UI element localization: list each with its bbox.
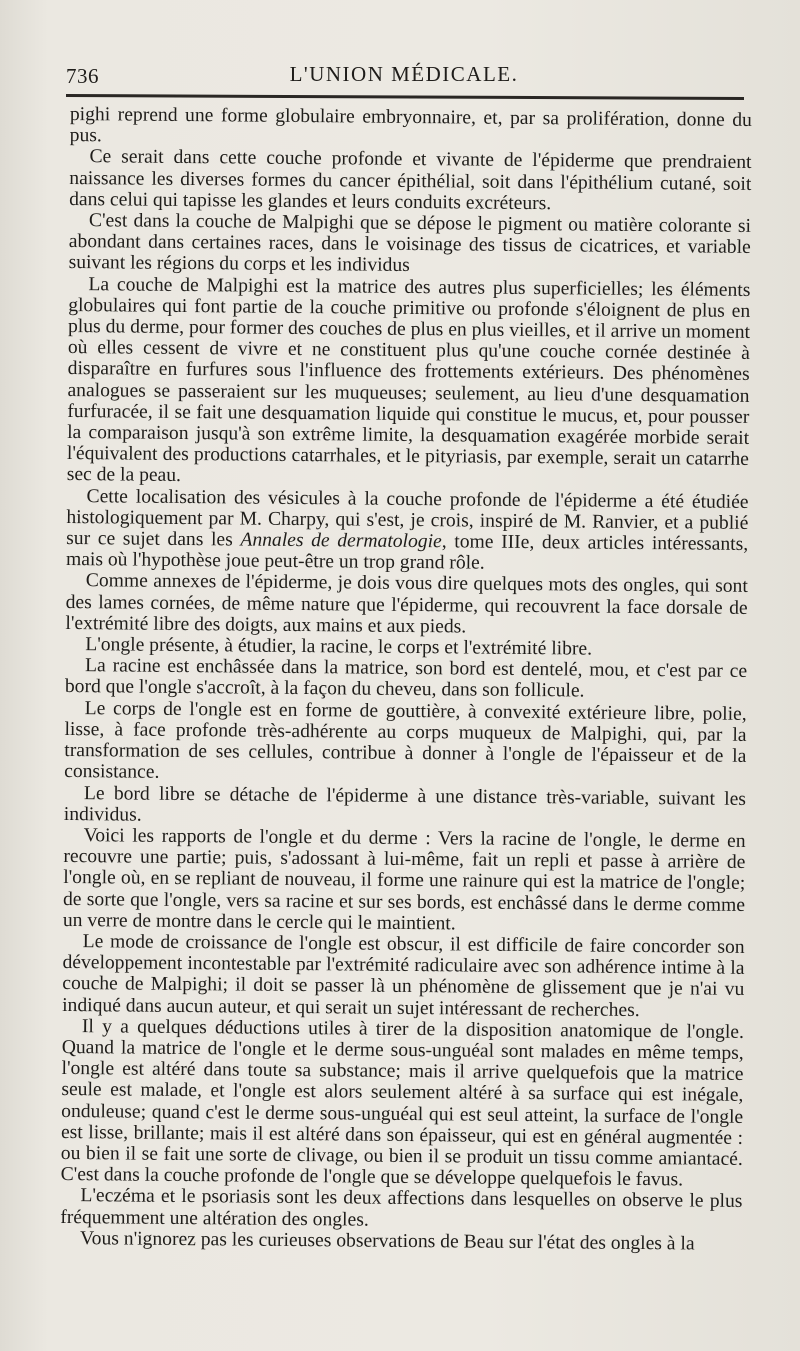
- paragraph: La racine est enchâssée dans la matrice, son bord est dentelé, mou, et c'est par ce bord que l'ongle s'accroît, à la façon du cheveu, dans son follicule.: [64, 655, 748, 702]
- paragraph: pighi reprend une forme globulaire embryonnaire, et, par sa prolifération, donne du pus.: [69, 104, 752, 147]
- paragraph-text: , tome IIIe, deux articles intéressants, mais où l'hypothèse joue peut-être un trop grand rôle.: [65, 531, 749, 574]
- paragraph: C'est dans la couche de Malpighi que se dépose le pigment ou matière colorante si abondant dans certaines races, dans le voisinage des tissus de cicatrices, et variable suivant les régions du corps et les individus: [68, 210, 752, 277]
- paragraph: La couche de Malpighi est la matrice des autres plus superficielles; les éléments globulaires qui font partie de la couche primitive ou profonde s'éloignent de plus en plus du derme, pour former des couches de plus en plus vieilles, et il arrive un moment où elles cessent de vivre et ne constituent plus qu'une couche cornée destinée à disparaître en furfures sous l'influence des frottements extérieurs. Des phénomènes analogues se passeraient sur les muqueuses; seulement, au lieu d'une desquamation furfuracée, il se fait une desquamation liquide qui constitue le mucus, et, pour pousser la comparaison jusqu'à son extrême limite, la desquamation exagérée morbide serait l'équivalent des productions catarrhales, et le pityriasis, par exemple, serait un catarrhe sec de la peau.: [66, 273, 751, 487]
- paragraph-charpy: [66, 486, 749, 577]
- header-rule: [66, 94, 744, 100]
- paragraph: L'eczéma et le psoriasis sont les deux affections dans lesquelles on observe le plus fréquemment une altération des ongles.: [60, 1185, 743, 1231]
- paragraph: Le mode de croissance de l'ongle est obscur, il est difficile de faire concorder son développement incontestable par l'extrémité radiculaire avec son adhérence intime à la couche de Malpighi; il doit se passer là un phénomène de glissement que je n'ai vu indiqué dans aucun auteur, et qui serait un sujet intéressant de recherches.: [62, 931, 745, 1021]
- paragraph: Le bord libre se détache de l'épiderme à une distance très-variable, suivant les individus.: [63, 782, 747, 826]
- paragraph: Ce serait dans cette couche profonde et vivante de l'épiderme que prendraient naissance les diverses formes du cancer épithélial, soit dans l'épithélium cutané, soit dans celui qui tapisse les glandes et leurs conduits excréteurs.: [69, 146, 752, 215]
- paragraph: Voici les rapports de l'ongle et du derme : Vers la racine de l'ongle, le derme en recouvre une partie; puis, s'adossant à lui-même, fait un repli et passe à arrière de l'ongle où, en se repliant de nouveau, il forme une rainure qui est la matrice de l'ongle; de sorte que l'ongle, vers sa racine et sur ses bords, est enchâssé dans le derme comme un verre de montre dans le cercle qui le maintient.: [62, 825, 746, 935]
- page-header: [66, 58, 742, 92]
- paragraph: Comme annexes de l'épiderme, je dois vous dire quelques mots des ongles, qui sont des lames cornées, de même nature que l'épiderme, qui recouvrent la face dorsale de l'extrémité libre des doigts, aux mains et aux pieds.: [65, 570, 748, 638]
- paragraph: L'ongle présente, à étudier, la racine, le corps et l'extrémité libre.: [85, 634, 593, 660]
- paragraph: Vous n'ignorez pas les curieuses observations de Beau sur l'état des ongles à la: [80, 1227, 695, 1255]
- paragraph: Il y a quelques déductions utiles à tirer de la disposition anatomique de l'ongle. Quand la matrice de l'ongle et le derme sous-unguéal sont malades en même temps, l'ongle est altéré dans toute sa substance; mais il arrive quelquefois que la matrice seule est malade, et l'ongle est alors seulement altéré à sa surface qui est inégale, onduleuse; quand c'est le derme sous-unguéal qui est seul atteint, la surface de l'ongle est lisse, brillante; mais il est altéré dans son épaisseur, qui est en général augmentée : ou bien il se fait une sorte de clivage, ou bien il se produit un tissu comme amiantacé. C'est dans la couche profonde de l'ongle que se développe quelquefois le favus.: [60, 1015, 745, 1191]
- page-number: 736: [66, 64, 99, 88]
- paragraph: Le corps de l'ongle est en forme de gouttière, à convexité extérieure libre, polie, lisse, à face profonde très-adhérente au corps muqueux de Malpighi, qui, par la transformation de ses cellules, contribue à donner à l'ongle de l'épaisseur et de la consistance.: [64, 697, 747, 784]
- running-title: L'UNION MÉDICALE.: [289, 62, 519, 86]
- journal-title: Annales de dermatologie: [240, 529, 442, 553]
- paragraph-text: Cette localisation des vésicules à la couche profonde de l'épiderme a été étudiée histologiquement par M. Charpy, qui s'est, je crois, inspiré de M. Ranvier, et a publié sur ce sujet dans les: [66, 485, 749, 551]
- body-text: [60, 104, 752, 1255]
